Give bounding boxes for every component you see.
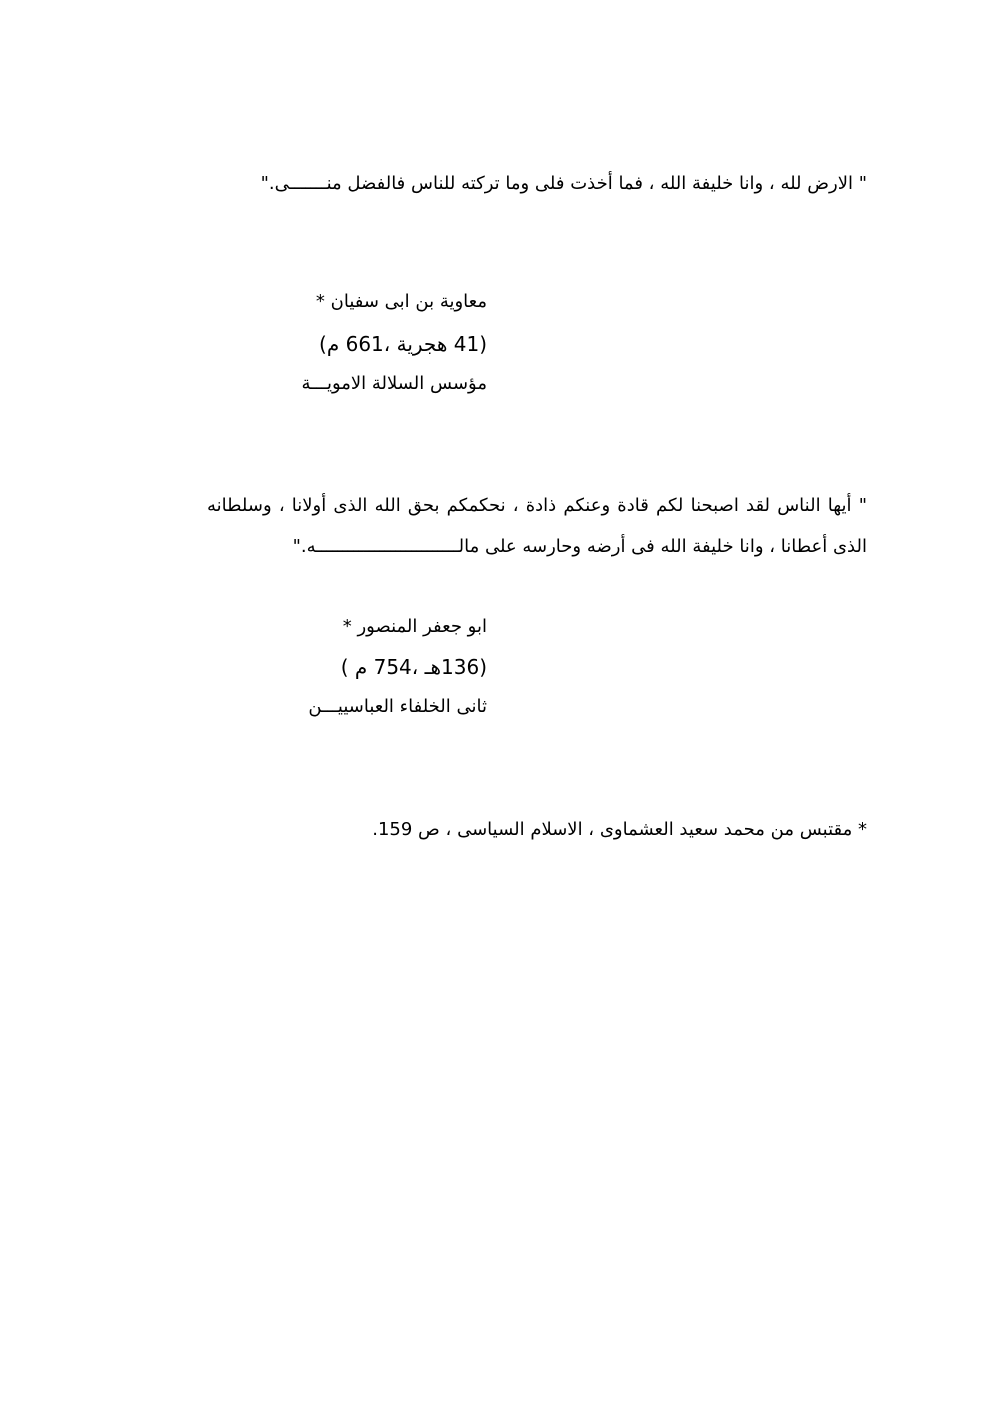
attribution-role-muawiya: مؤسس السلالة الامويـــة <box>301 373 487 394</box>
quote-mansur-line-1: " أيها الناس لقد اصبحنا لكم قادة وعنكم ذادة ، نحكمكم بحق الله الذى أولانا ، وسلطانه <box>207 495 867 516</box>
attribution-role-mansur: ثانى الخلفاء العباسييـــن <box>308 696 487 717</box>
attribution-name-muawiya: معاوية بن ابى سفيان * <box>315 291 487 312</box>
attribution-name-mansur: ابو جعفر المنصور * <box>342 616 487 637</box>
attribution-date-muawiya: (41 هجرية ،661 م) <box>319 332 487 356</box>
attribution-date-mansur: (136هـ ،754 م ) <box>340 655 487 679</box>
footnote: * مقتبس من محمد سعيد العشماوى ، الاسلام السياسى ، ص 159. <box>372 819 867 840</box>
quote-mansur-line-2: الذى أعطانا ، وانا خليفة الله فى أرضه وحارسه على مالـــــــــــــــــــــــــــه." <box>292 536 867 557</box>
quote-muawiya: " الارض لله ، وانا خليفة الله ، فما أخذت فلى وما تركته للناس فالفضل منـــــــى." <box>260 173 867 194</box>
